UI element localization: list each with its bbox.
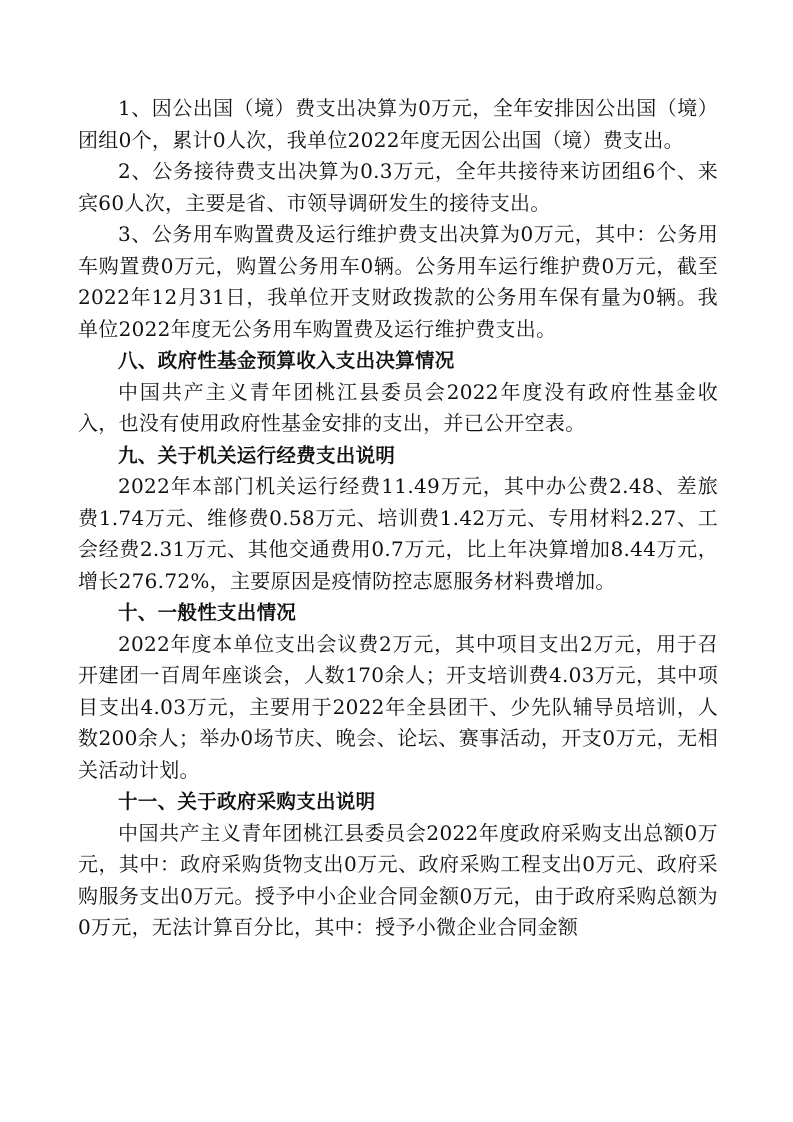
paragraph-reception-expense: 2、公务接待费支出决算为0.3万元，全年共接待来访团组6个、来宾60人次，主要是省、市领导调研发生的接待支出。: [78, 159, 718, 215]
paragraph-general-expense: 2022年度本单位支出会议费2万元，其中项目支出2万元，用于召开建团一百周年座谈会，人数170余人；开支培训费4.03万元，其中项目支出4.03万元，主要用于2022年全县团干、少先队辅导员培训，人数200余人；举办0场节庆、晚会、论坛、赛事活动，开支0万元，无相关活动计划。: [78, 631, 718, 782]
heading-procurement: 十一、关于政府采购支出说明: [118, 790, 376, 813]
paragraph-overseas-expense: 1、因公出国（境）费支出决算为0万元，全年安排因公出国（境）团组0个，累计0人次，我单位2022年度无因公出国（境）费支出。: [78, 96, 718, 152]
paragraph-government-fund: 中国共产主义青年团桃江县委员会2022年度没有政府性基金收入，也没有使用政府性基金安排的支出，并已公开空表。: [78, 379, 718, 435]
paragraph-procurement: 中国共产主义青年团桃江县委员会2022年度政府采购支出总额0万元，其中：政府采购货物支出0万元、政府采购工程支出0万元、政府采购服务支出0万元。授予中小企业合同金额0万元，由于政府采购总额为0万元，无法计算百分比，其中：授予小微企业合同金额: [78, 820, 718, 939]
heading-operating-expense: 九、关于机关运行经费支出说明: [118, 443, 396, 467]
document-body: [78, 93, 718, 944]
heading-general-expense: 十、一般性支出情况: [118, 601, 297, 624]
heading-government-fund: 八、政府性基金预算收入支出决算情况: [118, 349, 455, 372]
paragraph-operating-expense: 2022年本部门机关运行经费11.49万元，其中办公费2.48、差旅费1.74万元、维修费0.58万元、培训费1.42万元、专用材料2.27、工会经费2.31万元、其他交通费用0.7万元，比上年决算增加8.44万元，增长276.72%，主要原因是疫情防控志愿服务材料费增加。: [78, 474, 718, 593]
paragraph-vehicle-expense: 3、公务用车购置费及运行维护费支出决算为0万元，其中：公务用车购置费0万元，购置公务用车0辆。公务用车运行维护费0万元，截至2022年12月31日，我单位开支财政拨款的公务用车保有量为0辆。我单位2022年度无公务用车购置费及运行维护费支出。: [78, 222, 718, 341]
